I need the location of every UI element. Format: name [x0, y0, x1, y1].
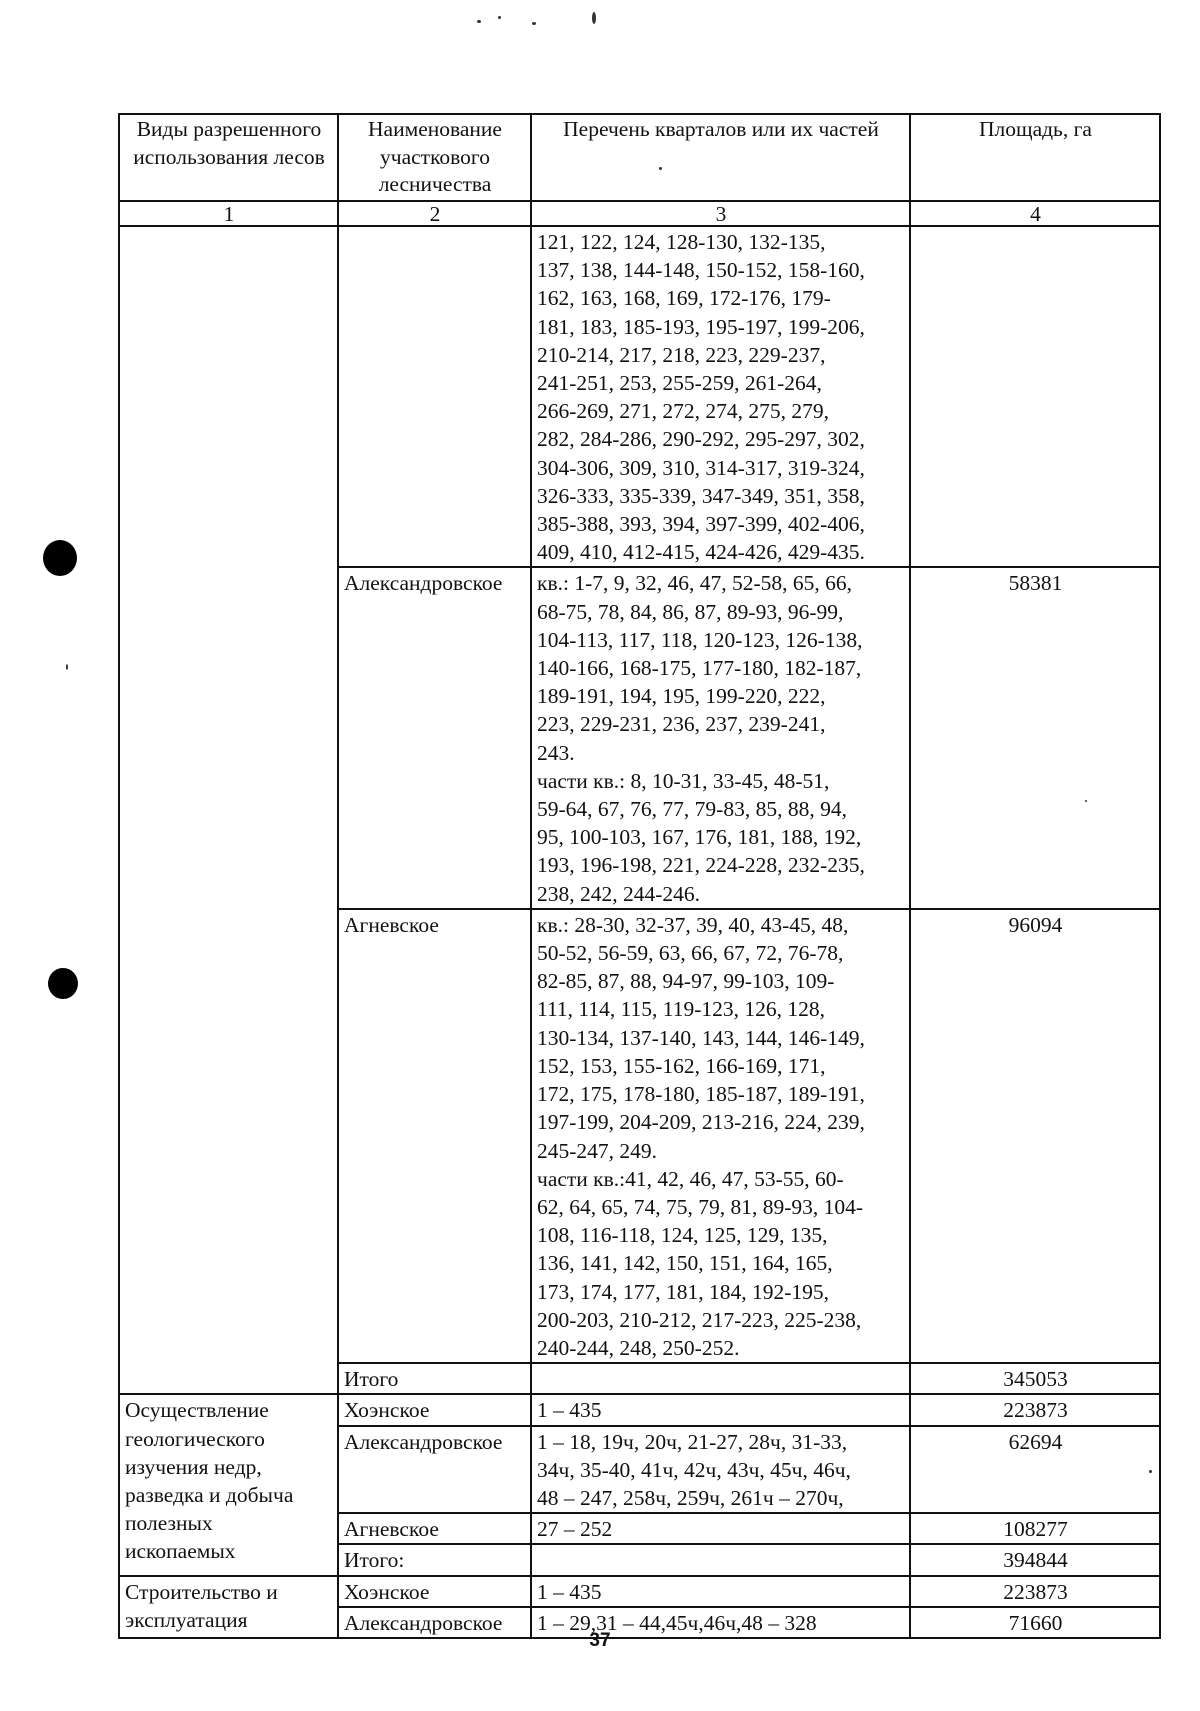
column-number: 2 — [338, 201, 531, 226]
forestry-name-cell: Александровское — [338, 1426, 531, 1514]
scan-speck — [532, 22, 536, 25]
punch-hole-bottom — [48, 968, 78, 999]
forestry-name-cell: Агневское — [338, 1513, 531, 1544]
use-type-cell: Осуществление геологического изучения недр, разведка и добыча полезных ископаемых — [119, 1394, 338, 1575]
header-area: Площадь, га — [910, 114, 1160, 201]
quarters-list-cell: 121, 122, 124, 128-130, 132-135, 137, 138, 144-148, 150-152, 158-160, 162, 163, 168, 169, 172-176, 179- 181, 183, 185-193, 195-197, 199-206, 210-214, 217, 218, 223, 229-237, 241-251, 253, 255-259, 261-264, 266-269, 271, 272, 274, 275, 279, 282, 284-286, 290-292, 295-297, 302, 304-306, 309, 310, 314-317, 319-324, 326-333, 335-339, 347-349, 351, 358, 385-388, 393, 394, 397-399, 402-406, 409, 410, 412-415, 424-426, 429-435. — [531, 226, 910, 567]
total-label: Итого: — [338, 1544, 531, 1575]
quarters-list-cell-empty — [531, 1363, 910, 1394]
area-cell: 62694 — [910, 1426, 1160, 1514]
column-number-row — [119, 201, 1160, 226]
quarters-list-cell: 1 – 18, 19ч, 20ч, 21-27, 28ч, 31-33, 34ч, 35-40, 41ч, 42ч, 43ч, 45ч, 46ч, 48 – 247, 258ч, 259ч, 261ч – 270ч, — [531, 1426, 910, 1514]
quarters-list-cell: кв.: 1-7, 9, 32, 46, 47, 52-58, 65, 66, 68-75, 78, 84, 86, 87, 89-93, 96-99, 104-113, 117, 118, 120-123, 126-138, 140-166, 168-175, 177-180, 182-187, 189-191, 194, 195, 199-220, 222, 223, 229-231, 236, 237, 239-241, 243. части кв.: 8, 10-31, 33-45, 48-51, 59-64, 67, 76, 77, 79-83, 85, 88, 94, 95, 100-103, 167, 176, 181, 188, 192, 193, 196-198, 221, 224-228, 232-235, 238, 242, 244-246. — [531, 567, 910, 908]
use-type-cell-empty — [119, 226, 338, 1394]
forestry-name-cell: Александровское — [338, 567, 531, 908]
area-cell: 71660 — [910, 1607, 1160, 1638]
quarters-list-cell: 1 – 435 — [531, 1394, 910, 1425]
area-cell: 58381 — [910, 567, 1160, 908]
table-header-row — [119, 114, 1160, 201]
scan-speck — [477, 20, 481, 23]
column-number: 4 — [910, 201, 1160, 226]
header-quarters-list: Перечень кварталов или их частей — [531, 114, 910, 201]
area-cell: 108277 — [910, 1513, 1160, 1544]
quarters-list-cell: кв.: 28-30, 32-37, 39, 40, 43-45, 48, 50-52, 56-59, 63, 66, 67, 72, 76-78, 82-85, 87, 88, 94-97, 99-103, 109- 111, 114, 115, 119-123, 126, 128, 130-134, 137-140, 143, 144, 146-149, 152, 153, 155-162, 166-169, 171, 172, 175, 178-180, 185-187, 189-191, 197-199, 204-209, 213-216, 224, 239, 245-247, 249. части кв.:41, 42, 46, 47, 53-55, 60- 62, 64, 65, 74, 75, 79, 81, 89-93, 104- 108, 116-118, 124, 125, 129, 135, 136, 141, 142, 150, 151, 164, 165, 173, 174, 177, 181, 184, 192-195, 200-203, 210-212, 217-223, 225-238, 240-244, 248, 250-252. — [531, 909, 910, 1363]
punch-hole-top — [43, 540, 77, 576]
area-cell: 96094 — [910, 909, 1160, 1363]
total-area: 394844 — [910, 1544, 1160, 1575]
header-forestry-name: Наименование участкового лесничества — [338, 114, 531, 201]
forestry-name-cell: Хоэнское — [338, 1394, 531, 1425]
table-row — [119, 1576, 1160, 1607]
forestry-name-cell: Хоэнское — [338, 1576, 531, 1607]
scan-speck — [592, 12, 596, 24]
quarters-list-cell: 27 – 252 — [531, 1513, 910, 1544]
column-number: 1 — [119, 201, 338, 226]
page-number: 37 — [589, 1630, 611, 1651]
quarters-list-cell: 1 – 29,31 – 44,45ч,46ч,48 – 328 — [531, 1607, 910, 1638]
column-number: 3 — [531, 201, 910, 226]
total-label: Итого — [338, 1363, 531, 1394]
total-area: 345053 — [910, 1363, 1160, 1394]
use-type-cell: Строительство и эксплуатация — [119, 1576, 338, 1638]
header-use-type: Виды разрешенного использования лесов — [119, 114, 338, 201]
area-cell-empty — [910, 226, 1160, 567]
quarters-list-cell: 1 – 435 — [531, 1576, 910, 1607]
area-cell: 223873 — [910, 1576, 1160, 1607]
table-row — [119, 1394, 1160, 1425]
forestry-name-cell: Александровское — [338, 1607, 531, 1638]
scan-speck — [498, 16, 501, 19]
forestry-name-cell: Агневское — [338, 909, 531, 1363]
forestry-name-cell-empty — [338, 226, 531, 567]
table-row — [119, 226, 1160, 567]
quarters-list-cell-empty — [531, 1544, 910, 1575]
area-cell: 223873 — [910, 1394, 1160, 1425]
scan-speck — [66, 664, 68, 670]
forest-use-table — [118, 113, 1161, 1639]
